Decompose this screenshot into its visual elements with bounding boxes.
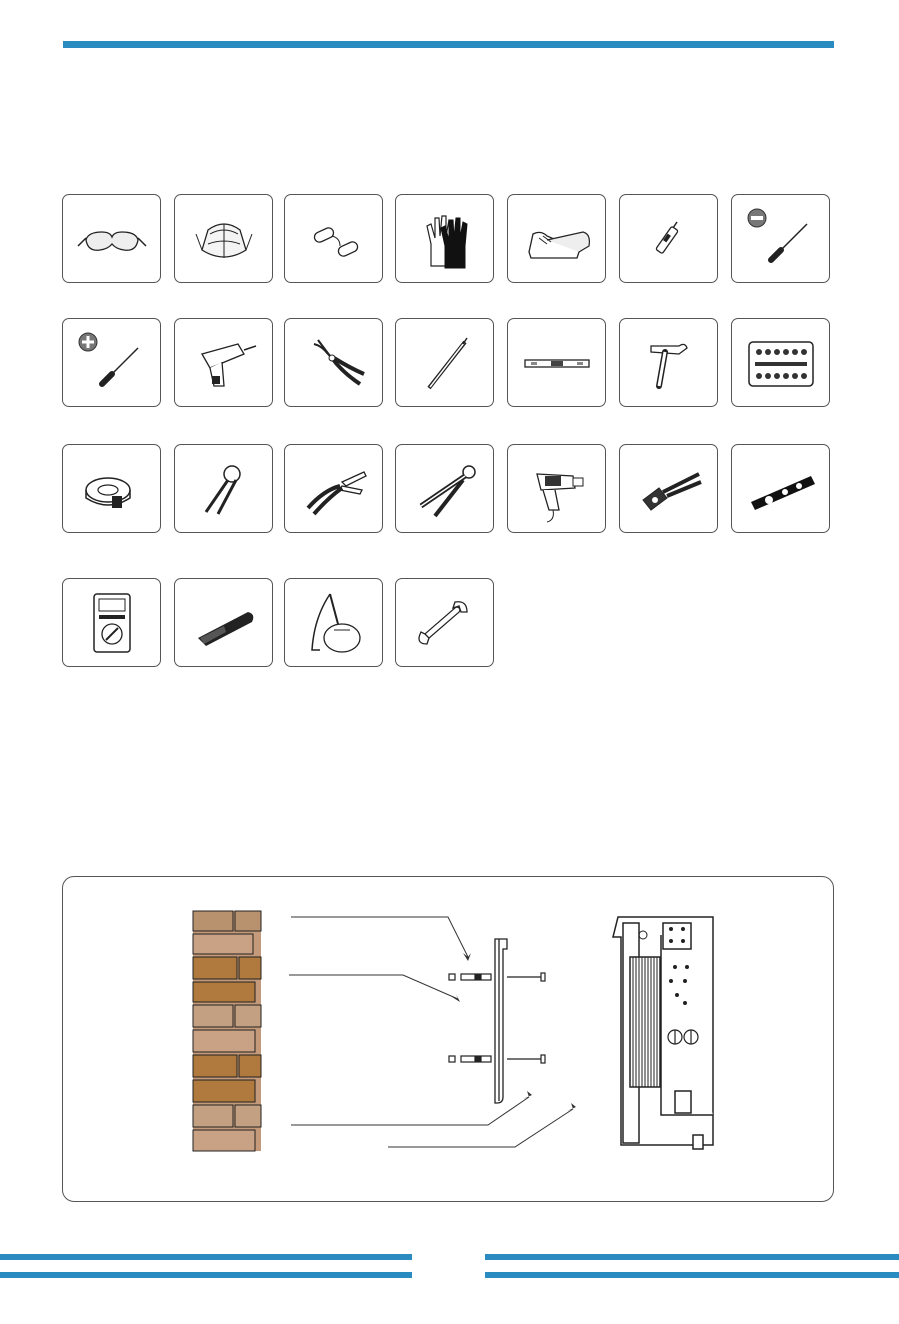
tool-card-wire-stripper <box>284 444 383 533</box>
spirit-level-icon <box>517 328 597 398</box>
tool-card-spirit-level <box>507 318 606 407</box>
header-rule <box>63 41 834 48</box>
tool-card-end-cutting-pliers <box>174 444 273 533</box>
tool-card-multimeter <box>62 578 161 667</box>
tool-card-slotted-screwdriver <box>731 194 830 283</box>
safety-shoes-icon <box>517 204 597 274</box>
wire-stripper-icon <box>294 454 374 524</box>
tool-card-heat-gun <box>507 444 606 533</box>
tool-card-dust-mask <box>174 194 273 283</box>
diagonal-pliers-icon <box>294 328 374 398</box>
vacuum-cleaner-icon <box>294 588 374 658</box>
utility-knife-icon <box>629 204 709 274</box>
phillips-screwdriver-icon <box>72 328 152 398</box>
mounting-diagram <box>63 877 833 1201</box>
dust-mask-icon <box>184 204 264 274</box>
tool-card-connector-wrench <box>731 444 830 533</box>
tool-card-marker-pen <box>395 318 494 407</box>
tool-card-protective-gloves <box>395 194 494 283</box>
claw-hammer-icon <box>629 328 709 398</box>
tool-card-crimping-tool <box>619 444 718 533</box>
tool-card-tape-roll <box>62 444 161 533</box>
inverter-side-view <box>613 917 713 1149</box>
marker-pen-icon <box>405 328 485 398</box>
network-crimper-icon <box>184 588 264 658</box>
protective-gloves-icon <box>405 204 485 274</box>
hydraulic-crimper-icon <box>405 454 485 524</box>
tool-card-earplugs <box>284 194 383 283</box>
footer-rule-right-top <box>485 1254 899 1260</box>
tool-card-network-crimper <box>174 578 273 667</box>
tool-card-diagonal-pliers <box>284 318 383 407</box>
end-cutting-pliers-icon <box>184 454 264 524</box>
tool-card-utility-knife <box>619 194 718 283</box>
slotted-screwdriver-icon <box>741 204 821 274</box>
footer-rule-left-top <box>0 1254 412 1260</box>
connector-wrench-icon <box>741 454 821 524</box>
earplugs-icon <box>294 204 374 274</box>
footer-rule-right-bottom <box>485 1272 899 1278</box>
tool-card-safety-shoes <box>507 194 606 283</box>
mounting-diagram-panel <box>62 876 834 1202</box>
tool-card-safety-goggles <box>62 194 161 283</box>
brick-wall <box>193 911 261 1151</box>
tool-card-phillips-screwdriver <box>62 318 161 407</box>
tape-roll-icon <box>72 454 152 524</box>
footer-rule-left-bottom <box>0 1272 412 1278</box>
tool-card-socket-wrench-set <box>731 318 830 407</box>
multimeter-icon <box>72 588 152 658</box>
heat-gun-icon <box>517 454 597 524</box>
tool-grid <box>62 194 834 670</box>
open-end-wrench-icon <box>405 588 485 658</box>
tool-card-open-end-wrench <box>395 578 494 667</box>
crimping-tool-icon <box>629 454 709 524</box>
tool-card-hydraulic-crimper <box>395 444 494 533</box>
tool-card-vacuum-cleaner <box>284 578 383 667</box>
safety-goggles-icon <box>72 204 152 274</box>
leader-lines <box>289 917 573 1147</box>
tool-card-hammer-drill <box>174 318 273 407</box>
mounting-bracket <box>495 939 507 1103</box>
tool-card-claw-hammer <box>619 318 718 407</box>
socket-wrench-set-icon <box>741 328 821 398</box>
hammer-drill-icon <box>184 328 264 398</box>
